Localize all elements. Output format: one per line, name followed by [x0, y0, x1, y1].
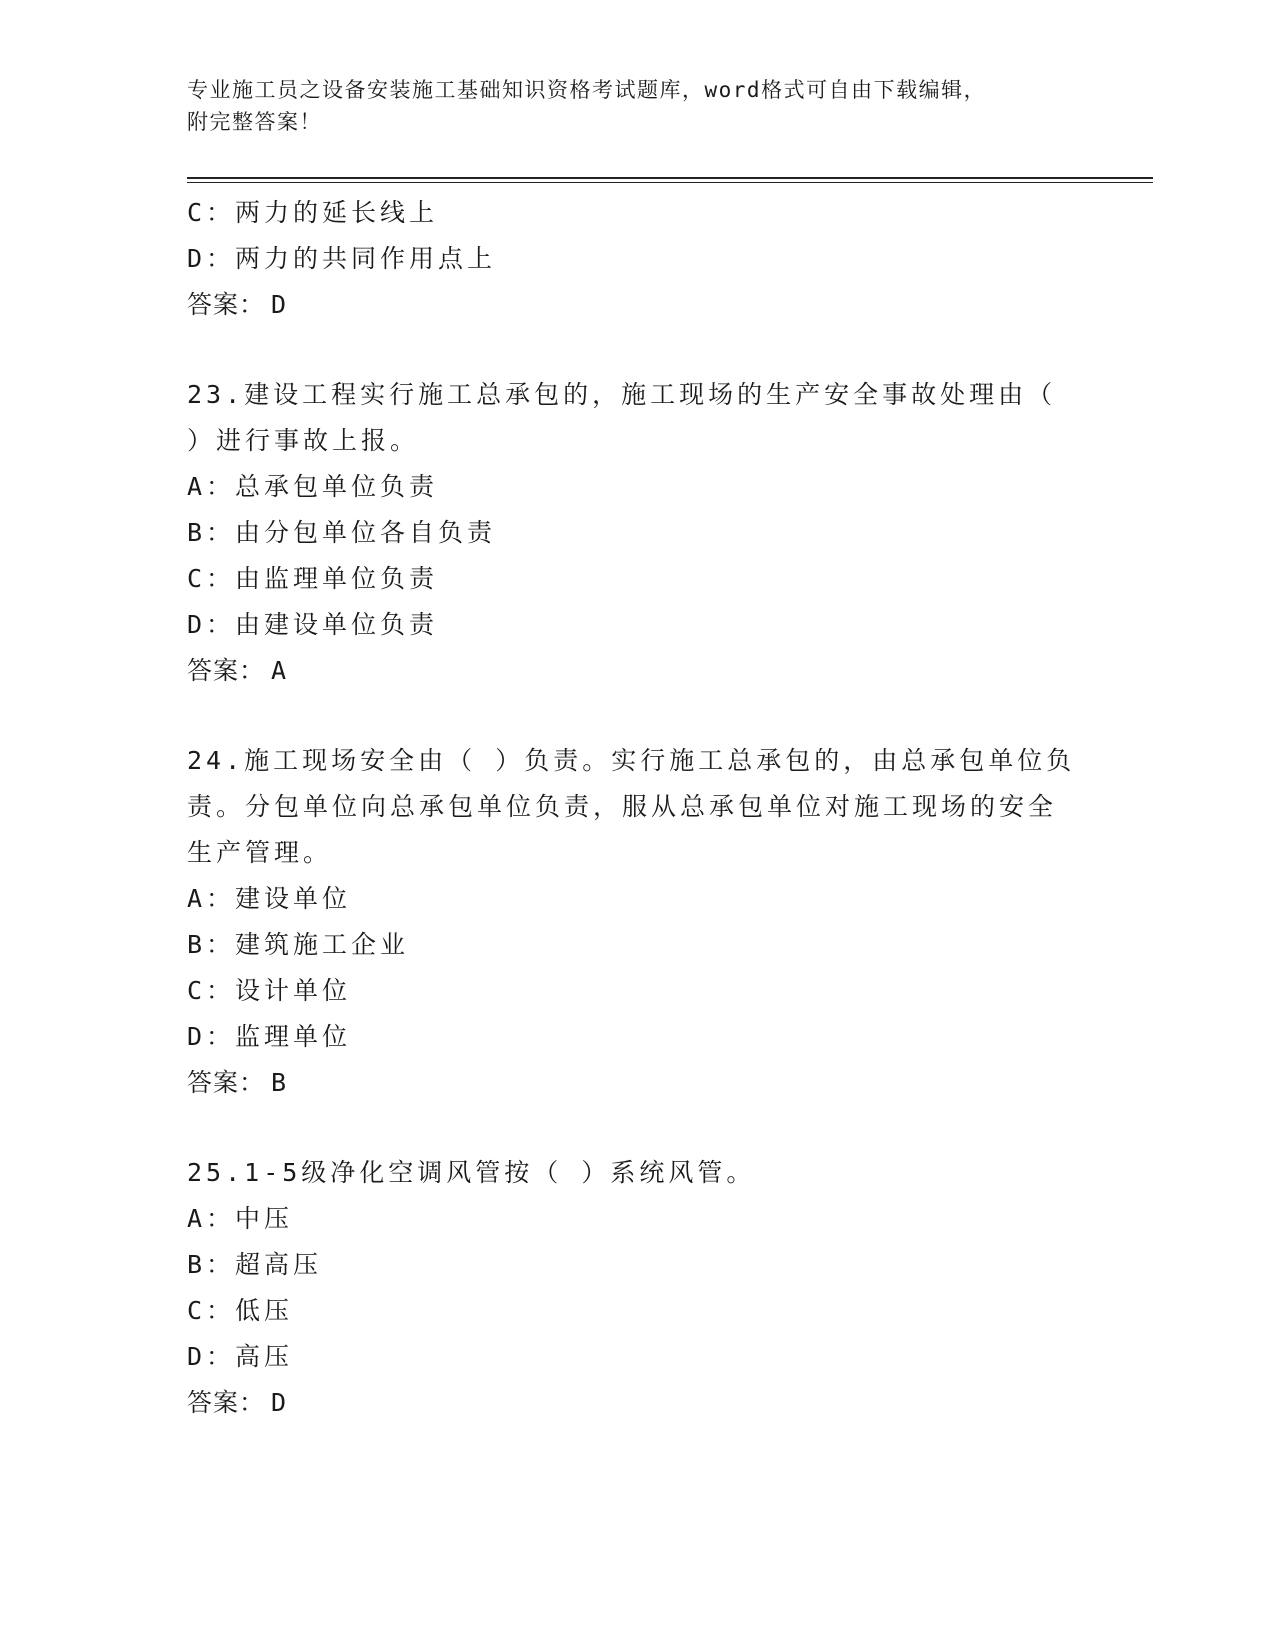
option-a: A：中压	[187, 1204, 294, 1233]
option-c: C：设计单位	[187, 976, 352, 1005]
header-line-2: 附完整答案！	[187, 110, 322, 134]
answer-value: D	[271, 290, 288, 319]
option-a: A：总承包单位负责	[187, 472, 439, 501]
option-d: D：高压	[187, 1342, 294, 1371]
option-d: D：由建设单位负责	[187, 610, 439, 639]
question-stem-line: ）进行事故上报。	[187, 426, 420, 455]
option-d: D：监理单位	[187, 1022, 352, 1051]
answer-label: 答案：	[187, 1068, 266, 1097]
question-22-continuation	[187, 190, 1067, 328]
answer-value: D	[271, 1388, 288, 1417]
question-23	[187, 372, 1067, 694]
answer-line	[187, 648, 1067, 694]
answer-label: 答案：	[187, 290, 266, 319]
option-c: C：低压	[187, 1296, 294, 1325]
document-header	[187, 74, 1067, 138]
answer-line	[187, 282, 1067, 328]
question-25	[187, 1150, 1067, 1426]
option-c: C：由监理单位负责	[187, 564, 439, 593]
answer-label: 答案：	[187, 656, 266, 685]
question-stem-line: 24.施工现场安全由（ ）负责。实行施工总承包的，由总承包单位负	[187, 746, 1076, 775]
question-stem-line: 生产管理。	[187, 838, 333, 867]
question-stem-line: 责。分包单位向总承包单位负责，服从总承包单位对施工现场的安全	[187, 792, 1058, 821]
answer-line	[187, 1060, 1067, 1106]
header-divider-thin	[187, 182, 1153, 183]
answer-label: 答案：	[187, 1388, 266, 1417]
answer-line	[187, 1380, 1067, 1426]
option-b: B：超高压	[187, 1250, 323, 1279]
option-b: B：由分包单位各自负责	[187, 518, 497, 547]
header-line-1: 专业施工员之设备安装施工基础知识资格考试题库，word格式可自由下载编辑，	[187, 78, 987, 102]
question-stem-line: 23.建设工程实行施工总承包的，施工现场的生产安全事故处理由（	[187, 380, 1057, 409]
option-b: B：建筑施工企业	[187, 930, 410, 959]
answer-value: B	[271, 1068, 288, 1097]
question-content	[187, 190, 1076, 1426]
question-24	[187, 738, 1076, 1106]
question-stem-line: 25.1-5级净化空调风管按（ ）系统风管。	[187, 1158, 756, 1187]
option-a: A：建设单位	[187, 884, 352, 913]
option-d: D：两力的共同作用点上	[187, 244, 497, 273]
header-divider-thick	[187, 177, 1153, 179]
option-c: C：两力的延长线上	[187, 198, 439, 227]
answer-value: A	[271, 656, 288, 685]
